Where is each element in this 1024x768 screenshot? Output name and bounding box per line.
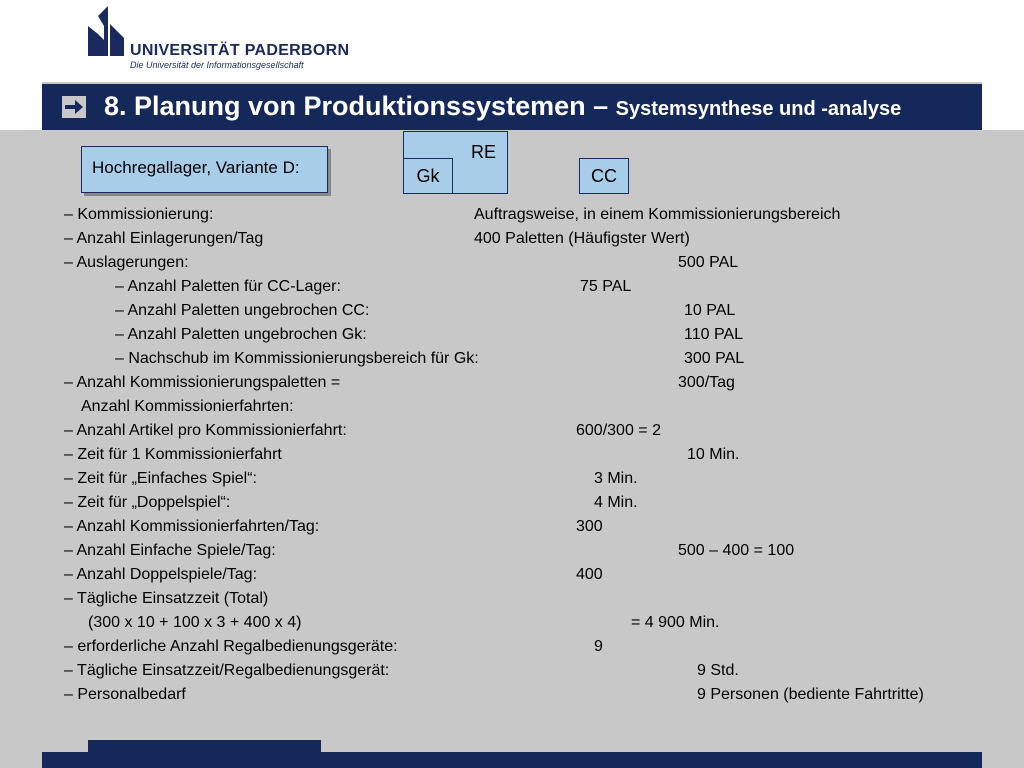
row-value: 500 – 400 = 100 bbox=[678, 542, 795, 559]
row-label: – Zeit für „Doppelspiel“: bbox=[64, 494, 231, 511]
row-value: 500 PAL bbox=[678, 254, 739, 271]
row-label: – Anzahl Paletten ungebrochen Gk: bbox=[115, 326, 367, 343]
row-label: – Tägliche Einsatzzeit (Total) bbox=[64, 590, 269, 607]
university-name: UNIVERSITÄT PADERBORN bbox=[130, 42, 350, 59]
row-label: – Auslagerungen: bbox=[64, 254, 189, 271]
row-value: 600/300 = 2 bbox=[576, 422, 661, 439]
row-label: – erforderliche Anzahl Regalbedienungsgeräte: bbox=[64, 638, 398, 655]
row-value: 10 PAL bbox=[684, 302, 736, 319]
university-logo bbox=[86, 6, 350, 70]
row-label: Anzahl Kommissionierfahrten: bbox=[81, 398, 294, 415]
row-label: – Zeit für „Einfaches Spiel“: bbox=[64, 470, 257, 487]
row-label: – Nachschub im Kommissionierungsbereich für Gk: bbox=[115, 350, 479, 367]
row-label: – Anzahl Kommissionierfahrten/Tag: bbox=[64, 518, 320, 535]
row-label: – Anzahl Paletten für CC-Lager: bbox=[115, 278, 341, 295]
row-value: 110 PAL bbox=[684, 326, 744, 343]
row-label: – Personalbedarf bbox=[64, 686, 186, 703]
row-value: = 4 900 Min. bbox=[631, 614, 720, 631]
row-label: – Anzahl Artikel pro Kommissionierfahrt: bbox=[64, 422, 347, 439]
row-value: Auftragsweise, in einem Kommissionierungsbereich bbox=[474, 206, 841, 223]
arrow-right-icon bbox=[62, 96, 86, 118]
title-subtitle: Systemsynthese und -analyse bbox=[615, 98, 902, 120]
row-label: (300 x 10 + 100 x 3 + 400 x 4) bbox=[88, 614, 302, 631]
row-label: – Zeit für 1 Kommissionierfahrt bbox=[64, 446, 282, 463]
row-value: 9 bbox=[594, 638, 603, 655]
page-title bbox=[104, 91, 901, 122]
university-logo-icon bbox=[86, 6, 126, 58]
title-bar bbox=[42, 84, 982, 130]
row-value: 75 PAL bbox=[580, 278, 632, 295]
row-label: – Anzahl Einlagerungen/Tag bbox=[64, 230, 264, 247]
row-label: – Tägliche Einsatzzeit/Regalbedienungsgerät: bbox=[64, 662, 390, 679]
row-value: 9 Personen (bediente Fahrtritte) bbox=[697, 686, 924, 703]
row-value: 3 Min. bbox=[594, 470, 638, 487]
row-value: 300 PAL bbox=[684, 350, 745, 367]
row-label: – Kommissionierung: bbox=[64, 206, 214, 223]
row-label: – Anzahl Doppelspiele/Tag: bbox=[64, 566, 258, 583]
cc-box: CC bbox=[579, 158, 629, 194]
footer-accent bbox=[88, 740, 321, 752]
re-label: RE bbox=[471, 142, 497, 162]
title-main: 8. Planung von Produktionssystemen – bbox=[104, 91, 616, 121]
row-label: – Anzahl Einfache Spiele/Tag: bbox=[64, 542, 276, 559]
row-value: 10 Min. bbox=[687, 446, 740, 463]
row-label: – Anzahl Paletten ungebrochen CC: bbox=[115, 302, 370, 319]
row-label: – Anzahl Kommissionierungspaletten = bbox=[64, 374, 341, 391]
row-value: 300 bbox=[576, 518, 603, 535]
university-tagline: Die Universität der Informationsgesellschaft bbox=[130, 60, 304, 70]
row-value: 9 Std. bbox=[697, 662, 739, 679]
variant-label-box: Hochregallager, Variante D: bbox=[81, 146, 328, 193]
row-value: 4 Min. bbox=[594, 494, 638, 511]
footer-bar bbox=[42, 752, 982, 768]
row-value: 400 bbox=[576, 566, 603, 583]
row-value: 400 Paletten (Häufigster Wert) bbox=[474, 230, 690, 247]
gk-box: Gk bbox=[403, 158, 453, 194]
row-value: 300/Tag bbox=[678, 374, 735, 391]
